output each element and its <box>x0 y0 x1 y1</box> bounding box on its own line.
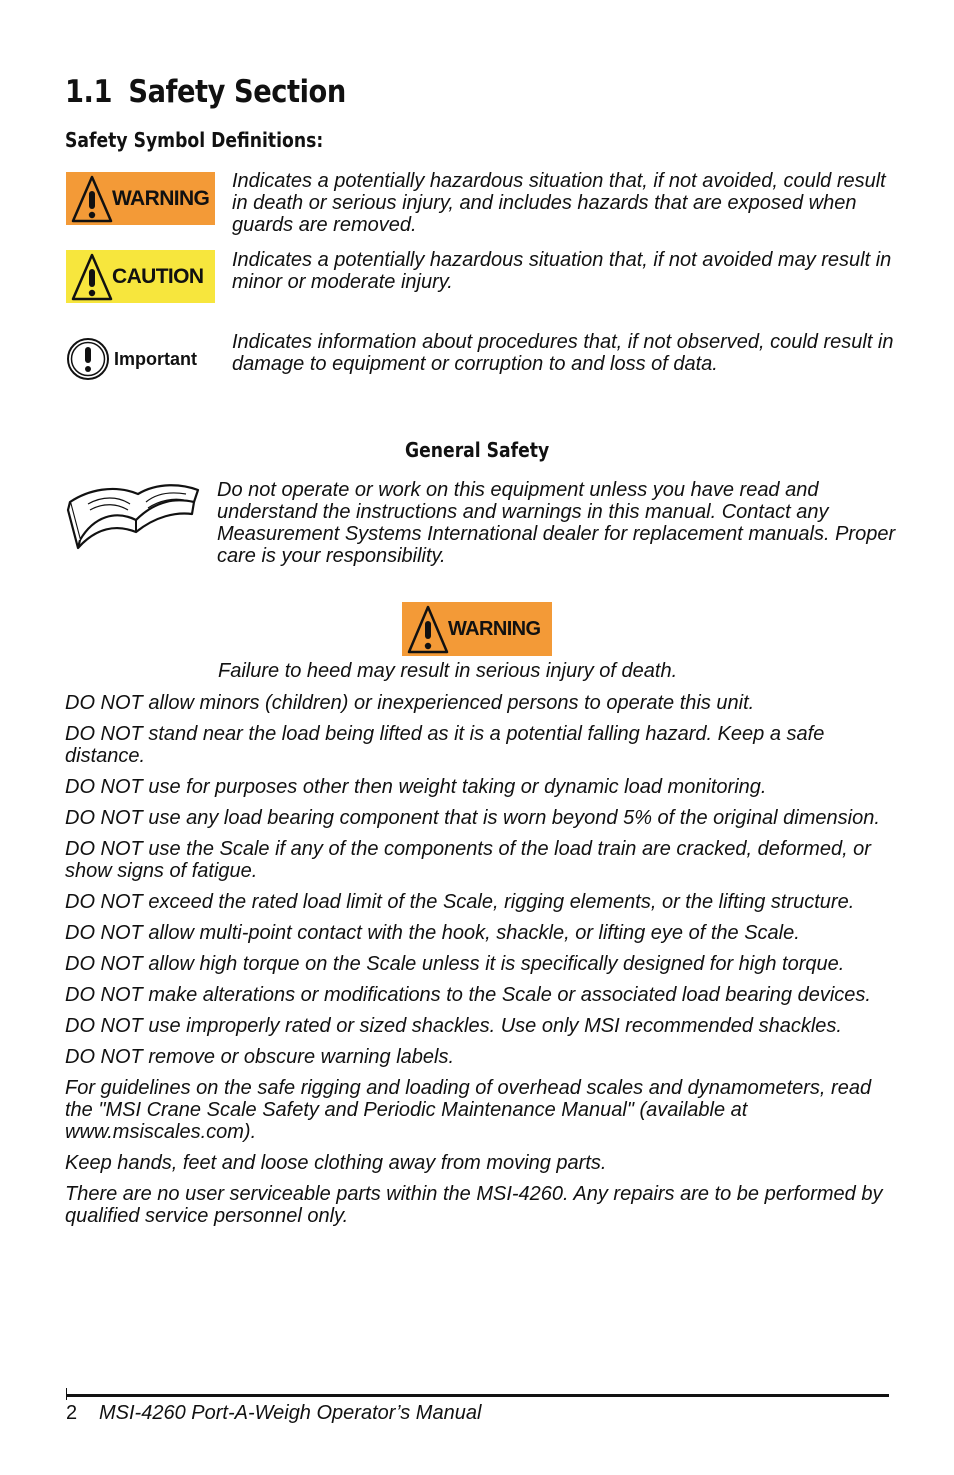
caution-badge <box>66 250 215 303</box>
list-item: DO NOT allow minors (children) or inexperienced persons to operate this unit. <box>65 692 755 714</box>
list-item: DO NOT allow high torque on the Scale unless it is specifically designed for high torque. <box>65 953 845 975</box>
list-item: DO NOT exceed the rated load limit of the Scale, rigging elements, or the lifting structure. <box>65 891 855 913</box>
symbol-definitions-heading: Safety Symbol Definitions: <box>65 128 324 152</box>
caution-label: CAUTION <box>112 264 204 288</box>
list-item: Keep hands, feet and loose clothing away from moving parts. <box>65 1152 607 1174</box>
general-warning-badge <box>402 602 552 656</box>
warning-definition: Indicates a potentially hazardous situation that, if not avoided, could result in death or serious injury, and includes hazards that are exposed when guards are removed. <box>232 170 886 236</box>
list-item: There are no user serviceable parts within the MSI-4260. Any repairs are to be performed by qualified service personnel only. <box>65 1183 883 1227</box>
warning-caption: Failure to heed may result in serious injury of death. <box>218 660 678 682</box>
warning-label: WARNING <box>112 186 210 210</box>
list-item: DO NOT use improperly rated or sized shackles. Use only MSI recommended shackles. <box>65 1015 842 1037</box>
open-book-icon <box>66 480 202 554</box>
section-title: Safety Section <box>128 74 346 110</box>
exclamation-circle-icon <box>66 337 110 381</box>
warning-badge <box>66 172 215 225</box>
page-number: 2 <box>66 1402 78 1424</box>
general-safety-text: Do not operate or work on this equipment unless you have read and understand the instructions and warnings in this manual. Contact any Measurement Systems International dealer for replacement manuals. Proper care is your responsibility. <box>217 479 896 567</box>
page-footer <box>66 1402 481 1425</box>
list-item: DO NOT make alterations or modifications to the Scale or associated load bearing devices. <box>65 984 871 1006</box>
list-item: For guidelines on the safe rigging and loading of overhead scales and dynamometers, read the "MSI Crane Scale Safety and Periodic Maintenance Manual" (available at www.msiscales.com). <box>65 1077 872 1143</box>
list-item: DO NOT stand near the load being lifted as it is a potential falling hazard. Keep a safe distance. <box>65 723 825 767</box>
general-safety-heading: General Safety <box>405 438 550 462</box>
list-item: DO NOT use the Scale if any of the components of the load train are cracked, deformed, or show signs of fatigue. <box>65 838 871 882</box>
safety-rules-list <box>65 692 895 1236</box>
footer-rule <box>66 1394 889 1397</box>
list-item: DO NOT allow multi-point contact with the hook, shackle, or lifting eye of the Scale. <box>65 922 800 944</box>
section-heading <box>65 74 346 110</box>
caution-triangle-icon <box>66 250 114 303</box>
caution-definition: Indicates a potentially hazardous situation that, if not avoided may result in minor or moderate injury. <box>232 249 892 293</box>
warning-triangle-icon <box>66 172 114 225</box>
section-number: 1.1 <box>65 74 113 110</box>
important-definition: Indicates information about procedures that, if not observed, could result in damage to equipment or corruption to and loss of data. <box>232 331 894 375</box>
list-item: DO NOT use for purposes other then weight taking or dynamic load monitoring. <box>65 776 767 798</box>
important-label: Important <box>114 348 197 369</box>
manual-title: MSI-4260 Port-A-Weigh Operator’s Manual <box>99 1402 482 1424</box>
list-item: DO NOT remove or obscure warning labels. <box>65 1046 455 1068</box>
general-warning-label: WARNING <box>448 617 541 640</box>
list-item: DO NOT use any load bearing component that is worn beyond 5% of the original dimension. <box>65 807 880 829</box>
warning-triangle-icon <box>402 602 450 656</box>
important-badge <box>66 337 216 381</box>
